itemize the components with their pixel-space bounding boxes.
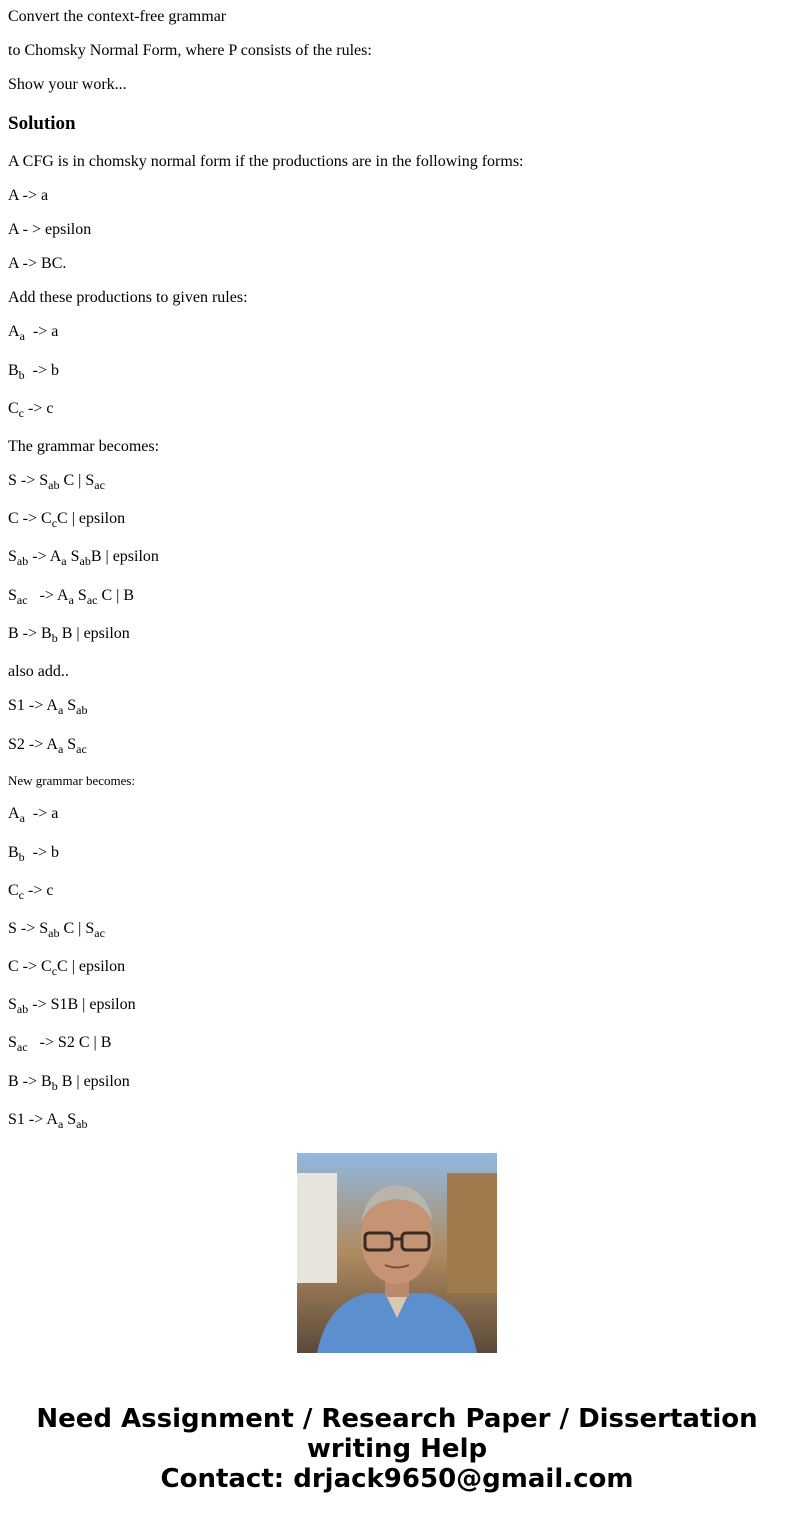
production-Bb: $B_b -> b$ [8, 362, 60, 382]
question-line-1: Convert the context-free grammar [8, 8, 227, 25]
new-production-Aa: $A_a -> a$ [8, 805, 59, 825]
author-portrait-image [297, 1153, 497, 1353]
add-productions-intro: Add these productions to given rules: [8, 289, 248, 306]
new-production-B: $B -> B_b$ B | epsilon [8, 1073, 130, 1093]
new-production-C: $C -> C_cC$ | epsilon [8, 958, 126, 978]
promo-line-2: writing Help [306, 1434, 488, 1464]
cnf-form-2: A - > epsilon [8, 221, 92, 238]
production-S2: $S2 -> A_a$ $S_{ac}$ [8, 736, 87, 756]
production-Aa: $A_a -> a$ [8, 323, 59, 343]
cnf-form-3: A -> BC. [8, 255, 67, 272]
new-production-Cc: $C_c -> c$ [8, 882, 54, 902]
new-production-Sab: $S_{ab} -> S1B$ | epsilon [8, 996, 136, 1016]
promo-line-1: Need Assignment / Research Paper / Dissertation [36, 1404, 758, 1434]
grammar-becomes-intro: The grammar becomes: [8, 438, 160, 455]
cnf-intro: A CFG is in chomsky normal form if the productions are in the following forms: [8, 153, 524, 170]
production-S: $S -> S_{ab}$ C | $S_{ac}$ [8, 472, 105, 492]
production-Sab: $S_{ab} -> A_a$ $S_{ab}B$ | epsilon [8, 548, 159, 568]
question-line-3: Show your work... [8, 76, 127, 93]
production-Cc: $C_c -> c$ [8, 400, 54, 420]
production-S1: $S1 -> A_a$ $S_{ab}$ [8, 697, 88, 717]
new-production-S1-clipped: $S1 -> A_a$ $S_{ab}$ [8, 1111, 88, 1131]
solution-document [8, 0, 788, 1131]
new-production-S: $S -> S_{ab}$ C | $S_{ac}$ [8, 920, 105, 940]
author-avatar [297, 1153, 497, 1353]
promo-footer [0, 1404, 794, 1494]
new-production-Sac: $S_{ac} -> S2$ C | B [8, 1034, 112, 1054]
production-Sac: $S_{ac} -> A_a$ $S_{ac}$ C | B [8, 587, 135, 607]
new-grammar-intro: New grammar becomes: [8, 773, 136, 788]
question-line-2: to Chomsky Normal Form, where P consists of the rules: [8, 42, 372, 59]
also-add-intro: also add.. [8, 663, 69, 680]
cnf-form-1: A -> a [8, 187, 49, 204]
new-production-Bb: $B_b -> b$ [8, 844, 60, 864]
production-B: $B -> B_b$ B | epsilon [8, 625, 130, 645]
solution-heading: Solution [8, 113, 76, 134]
promo-contact-line: Contact: drjack9650@gmail.com [160, 1464, 634, 1494]
production-C: $C -> C_cC$ | epsilon [8, 510, 126, 530]
